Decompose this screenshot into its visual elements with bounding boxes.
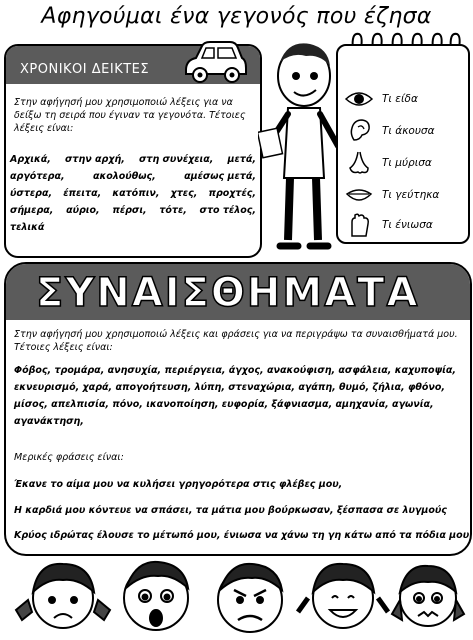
time-words-row	[10, 205, 256, 222]
time-word: μετά,	[227, 154, 256, 165]
time-markers-words	[10, 154, 256, 233]
time-words-row	[10, 188, 256, 205]
nose-icon	[344, 150, 374, 176]
page-title: Αφηγούμαι ένα γεγονός που έζησα	[41, 4, 432, 29]
sense-smell	[344, 150, 432, 176]
time-words-row	[10, 154, 256, 171]
time-word: πέρσι,	[112, 205, 147, 216]
time-words-row	[10, 171, 256, 188]
hand-icon	[344, 212, 374, 238]
time-markers-heading: ΧΡΟΝΙΚΟΙ ΔΕΙΚΤΕΣ	[6, 46, 260, 84]
sense-label: Τι είδα	[382, 93, 418, 105]
sense-label: Τι γεύτηκα	[382, 189, 440, 201]
time-word: προχτές,	[208, 188, 256, 199]
time-word: αύριο,	[66, 205, 100, 216]
time-word: έπειτα,	[63, 188, 102, 199]
time-word: χτες,	[170, 188, 198, 199]
emotions-card	[4, 262, 472, 556]
sense-see	[344, 86, 418, 112]
phrase-line: Έκανε το αίμα μου να κυλήσει γρηγορότερα στις φλέβες μου,	[14, 479, 343, 490]
sense-taste	[344, 182, 439, 208]
time-word-last: τελικά	[10, 222, 45, 233]
time-word: στη συνέχεια,	[139, 154, 214, 165]
car-icon	[180, 36, 250, 86]
mouth-icon	[344, 182, 374, 208]
sense-hear	[344, 118, 435, 144]
time-word: Αρχικά,	[10, 154, 51, 165]
phrase-line: Κρύος ιδρώτας έλουσε το μέτωπό μου, ένιωσα να χάνω τη γη κάτω από τα πόδια μου	[14, 530, 470, 541]
time-word: ακολούθως,	[92, 171, 156, 182]
boy-illustration	[258, 18, 344, 258]
time-markers-intro: Στην αφήγησή μου χρησιμοποιώ λέξεις για να δείξω τη σειρά που έγιναν τα γεγονότα. Τέτοιες λέξεις είναι:	[14, 97, 246, 134]
sense-label: Τι ένιωσα	[382, 219, 433, 231]
time-word: αργότερα,	[10, 171, 65, 182]
phrases-label: Μερικές φράσεις είναι:	[14, 452, 124, 463]
eye-icon	[344, 86, 374, 112]
time-word: στο τέλος,	[199, 205, 256, 216]
time-word: τότε,	[159, 205, 187, 216]
time-word: σήμερα,	[10, 205, 54, 216]
emotions-intro: Στην αφήγησή μου χρησιμοποιώ λέξεις και φράσεις για να περιγράψω τα συναισθήματά μου. Τέτοιες λέξεις είναι:	[14, 329, 458, 353]
sense-label: Τι άκουσα	[382, 125, 435, 137]
time-word: ύστερα,	[10, 188, 53, 199]
children-faces-illustration	[8, 540, 468, 640]
sense-label: Τι μύρισα	[382, 157, 432, 169]
phrase-line: Η καρδιά μου κόντευε να σπάσει, τα μάτια μου βούρκωσαν, ξέσπασα σε λυγμούς	[14, 505, 447, 516]
ear-icon	[344, 118, 374, 144]
sense-touch	[344, 212, 433, 238]
time-word: αμέσως μετά,	[184, 171, 256, 182]
emotion-words: Φόβος, τρομάρα, ανησυχία, περιέργεια, άγχος, ανακούφιση, ασφάλεια, καχυποψία, εκνευρισμό, χαρά, απογοήτευση, λύπη, στεναχώρια, αγάπη, θυμό, ζήλια, φθόνο, μίσος, απελπισία, πόνο, ικανοποίηση, ευφορία, ξάφνιασμα, αμηχανία, αγωνία, αγανάκτηση,	[14, 365, 456, 427]
time-word: στην αρχή,	[65, 154, 125, 165]
emotions-heading: ΣΥΝΑΙΣΘΗΜΑΤΑ	[36, 270, 420, 316]
time-word: κατόπιν,	[112, 188, 160, 199]
senses-card	[336, 44, 470, 244]
